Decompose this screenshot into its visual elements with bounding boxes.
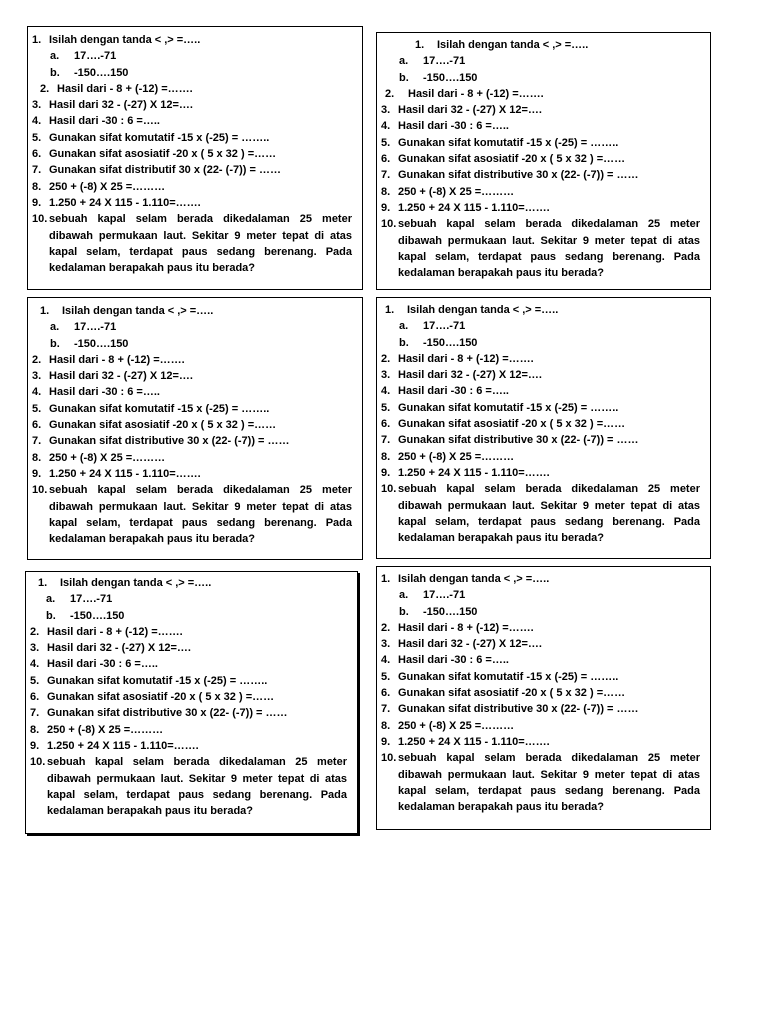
- question-text: Hasil dari - 8 + (-12) =…….: [408, 87, 544, 100]
- question-number: 7.: [381, 169, 391, 182]
- option-text: -150….150: [423, 336, 478, 349]
- option-a: [32, 319, 352, 335]
- question-number: 5.: [30, 674, 40, 687]
- question-text-line: kedalaman berapakah paus itu berada?: [398, 267, 605, 280]
- question-text: Gunakan sifat asosiatif -20 x ( 5 x 32 ) =……: [49, 148, 277, 161]
- question-5: [32, 130, 352, 146]
- question-text-line: dibawah permukaan laut. Sekitar 9 meter tepat di atas: [49, 500, 352, 513]
- option-text: -150….150: [74, 337, 129, 350]
- option-letter: a.: [50, 50, 60, 63]
- question-text: Gunakan sifat asosiatif -20 x ( 5 x 32 ) =……: [49, 419, 277, 432]
- question-number: 2.: [385, 87, 395, 100]
- question-text: Isilah dengan tanda < ,> =…..: [398, 573, 550, 585]
- question-number: 10.: [32, 484, 48, 497]
- question-8: [32, 450, 352, 466]
- worksheet-card-5: [25, 571, 358, 834]
- question-text: 1.250 + 24 X 115 - 1.110=…….: [49, 196, 201, 209]
- question-number: 1.: [381, 573, 391, 585]
- option-letter: b.: [50, 66, 60, 79]
- question-number: 9.: [32, 467, 42, 480]
- question-number: 3.: [32, 370, 42, 383]
- option-b: [381, 70, 700, 86]
- question-text: Gunakan sifat komutatif -15 x (-25) = ……..: [49, 131, 270, 144]
- question-7: [30, 705, 347, 721]
- question-2: [30, 624, 347, 640]
- question-number: 7.: [381, 434, 391, 447]
- question-3: [30, 640, 347, 656]
- option-text: -150….150: [423, 71, 478, 84]
- question-number: 8.: [381, 450, 391, 463]
- question-number: 1.: [38, 577, 48, 589]
- question-text-line: dibawah permukaan laut. Sekitar 9 meter tepat di atas: [47, 772, 347, 785]
- question-text: Gunakan sifat distributif 30 x (22- (-7)) = ……: [49, 164, 281, 177]
- question-text-line: sebuah kapal selam berada dikedalaman 25 meter: [49, 213, 352, 226]
- question-number: 10.: [381, 752, 397, 765]
- option-text: -150….150: [70, 609, 125, 622]
- question-number: 10.: [30, 756, 46, 769]
- option-b: [381, 335, 700, 351]
- question-text-line: sebuah kapal selam berada dikedalaman 25 meter: [398, 752, 700, 765]
- option-b: [30, 608, 347, 624]
- option-a: [381, 587, 700, 603]
- question-number: 4.: [381, 120, 391, 133]
- question-6: [381, 416, 700, 432]
- question-text-line: sebuah kapal selam berada dikedalaman 25 meter: [398, 483, 700, 496]
- question-number: 5.: [381, 401, 391, 414]
- question-1: [32, 303, 352, 319]
- question-list: [30, 575, 347, 819]
- option-letter: b.: [46, 609, 56, 622]
- question-9: [381, 734, 700, 750]
- question-5: [30, 673, 347, 689]
- question-text-line: dibawah permukaan laut. Sekitar 9 meter tepat di atas: [398, 234, 700, 247]
- question-3: [32, 368, 352, 384]
- question-10: [32, 211, 352, 276]
- question-text-line: kapal selam, terdapat paus sedang berenang. Pada: [47, 788, 347, 801]
- question-text: Gunakan sifat distributive 30 x (22- (-7)) = ……: [49, 435, 290, 448]
- question-number: 3.: [381, 638, 391, 651]
- question-number: 5.: [381, 136, 391, 149]
- question-text: Gunakan sifat komutatif -15 x (-25) = ……..: [398, 136, 619, 149]
- question-text: Gunakan sifat komutatif -15 x (-25) = ……..: [398, 670, 619, 683]
- question-number: 10.: [32, 213, 48, 226]
- question-text-line: kedalaman berapakah paus itu berada?: [47, 805, 254, 818]
- question-5: [381, 400, 700, 416]
- question-text-line: sebuah kapal selam berada dikedalaman 25 meter: [49, 484, 352, 497]
- question-3: [381, 367, 700, 383]
- question-4: [32, 384, 352, 400]
- question-3: [381, 636, 700, 652]
- question-list: [381, 571, 700, 815]
- question-text-line: kedalaman berapakah paus itu berada?: [398, 801, 605, 814]
- question-number: 8.: [32, 180, 42, 193]
- option-text: 17….-71: [423, 589, 466, 602]
- question-text: Hasil dari -30 : 6 =…..: [49, 115, 160, 128]
- question-text: Hasil dari -30 : 6 =…..: [47, 658, 158, 671]
- option-text: -150….150: [74, 66, 129, 79]
- question-text: Gunakan sifat komutatif -15 x (-25) = ……..: [398, 401, 619, 414]
- question-10: [30, 754, 347, 819]
- question-number: 5.: [381, 670, 391, 683]
- question-7: [381, 432, 700, 448]
- question-number: 9.: [30, 739, 40, 752]
- question-1: [32, 32, 352, 48]
- question-list: [32, 303, 352, 547]
- question-8: [381, 184, 700, 200]
- question-text-line: kapal selam, terdapat paus sedang berenang. Pada: [49, 245, 352, 258]
- option-text: 17….-71: [70, 593, 113, 606]
- option-letter: a.: [50, 321, 60, 334]
- question-number: 4.: [381, 654, 391, 667]
- question-number: 3.: [30, 642, 40, 655]
- question-2: [32, 352, 352, 368]
- question-2: [32, 81, 352, 97]
- question-number: 10.: [381, 218, 397, 231]
- question-text: Gunakan sifat asosiatif -20 x ( 5 x 32 ) =……: [398, 153, 626, 166]
- question-number: 7.: [381, 703, 391, 716]
- question-number: 4.: [30, 658, 40, 671]
- question-text-line: kedalaman berapakah paus itu berada?: [49, 533, 256, 546]
- question-text: 250 + (-8) X 25 =………: [47, 723, 164, 736]
- question-number: 5.: [32, 402, 42, 415]
- option-letter: a.: [399, 589, 409, 602]
- question-1: [381, 571, 700, 587]
- question-6: [32, 146, 352, 162]
- question-8: [381, 449, 700, 465]
- question-text-line: kapal selam, terdapat paus sedang berenang. Pada: [398, 250, 700, 263]
- option-letter: b.: [399, 71, 409, 84]
- question-text-line: dibawah permukaan laut. Sekitar 9 meter tepat di atas: [49, 229, 352, 242]
- question-number: 4.: [32, 386, 42, 399]
- question-text: Hasil dari - 8 + (-12) =…….: [398, 352, 534, 365]
- worksheet-card-3: [27, 297, 363, 560]
- question-text: Gunakan sifat distributive 30 x (22- (-7)) = ……: [47, 707, 288, 720]
- question-10: [381, 216, 700, 281]
- question-text: [32, 211, 352, 276]
- question-text: Gunakan sifat distributive 30 x (22- (-7)) = ……: [398, 169, 639, 182]
- option-text: 17….-71: [423, 55, 466, 68]
- question-text: 250 + (-8) X 25 =………: [398, 719, 515, 732]
- question-text: Hasil dari - 8 + (-12) =…….: [47, 625, 183, 638]
- worksheet-card-4: [376, 297, 711, 559]
- option-a: [381, 53, 700, 69]
- question-text-line: dibawah permukaan laut. Sekitar 9 meter tepat di atas: [398, 768, 700, 781]
- question-9: [30, 738, 347, 754]
- question-number: 2.: [30, 625, 40, 638]
- question-text: Hasil dari 32 - (-27) X 12=….: [398, 369, 542, 382]
- question-4: [32, 113, 352, 129]
- question-7: [381, 701, 700, 717]
- question-text: Hasil dari -30 : 6 =…..: [398, 654, 509, 667]
- question-8: [32, 179, 352, 195]
- question-5: [381, 135, 700, 151]
- question-text: [32, 482, 352, 547]
- question-text-line: dibawah permukaan laut. Sekitar 9 meter tepat di atas: [398, 499, 700, 512]
- option-letter: a.: [399, 55, 409, 68]
- question-number: 3.: [381, 369, 391, 382]
- option-letter: b.: [399, 336, 409, 349]
- question-1: [30, 575, 347, 591]
- question-text: Hasil dari 32 - (-27) X 12=….: [49, 370, 193, 383]
- question-number: 4.: [32, 115, 42, 128]
- question-2: [381, 86, 700, 102]
- option-letter: b.: [50, 337, 60, 350]
- question-text: Gunakan sifat komutatif -15 x (-25) = ……..: [47, 674, 268, 687]
- question-text: Isilah dengan tanda < ,> =…..: [407, 304, 559, 316]
- question-number: 2.: [381, 352, 391, 365]
- question-4: [381, 652, 700, 668]
- question-6: [381, 685, 700, 701]
- question-number: 6.: [381, 687, 391, 700]
- question-text: Isilah dengan tanda < ,> =…..: [62, 305, 214, 317]
- question-text-line: kedalaman berapakah paus itu berada?: [398, 532, 605, 545]
- question-text: Hasil dari -30 : 6 =…..: [49, 386, 160, 399]
- option-letter: b.: [399, 605, 409, 618]
- question-text: Gunakan sifat komutatif -15 x (-25) = ……..: [49, 402, 270, 415]
- question-number: 4.: [381, 385, 391, 398]
- question-text: 250 + (-8) X 25 =………: [398, 450, 515, 463]
- question-text: 1.250 + 24 X 115 - 1.110=…….: [47, 739, 199, 752]
- question-text: Gunakan sifat asosiatif -20 x ( 5 x 32 ) =……: [398, 418, 626, 431]
- question-10: [381, 481, 700, 546]
- question-4: [381, 383, 700, 399]
- question-text: 1.250 + 24 X 115 - 1.110=…….: [398, 735, 550, 748]
- question-2: [381, 620, 700, 636]
- question-6: [32, 417, 352, 433]
- question-1: [381, 302, 700, 318]
- question-text: 250 + (-8) X 25 =………: [49, 451, 166, 464]
- question-text: [381, 481, 700, 546]
- question-7: [32, 433, 352, 449]
- question-number: 9.: [381, 466, 391, 479]
- option-text: 17….-71: [74, 50, 117, 63]
- question-text-line: kapal selam, terdapat paus sedang berenang. Pada: [49, 516, 352, 529]
- question-list: [381, 37, 700, 281]
- question-number: 8.: [32, 451, 42, 464]
- question-text: Hasil dari 32 - (-27) X 12=….: [49, 99, 193, 112]
- worksheet-card-6: [376, 566, 711, 830]
- question-text: Hasil dari 32 - (-27) X 12=….: [398, 104, 542, 117]
- question-5: [381, 669, 700, 685]
- question-10: [32, 482, 352, 547]
- option-b: [32, 65, 352, 81]
- question-3: [32, 97, 352, 113]
- question-number: 8.: [381, 719, 391, 732]
- question-number: 3.: [381, 104, 391, 117]
- question-4: [381, 118, 700, 134]
- option-a: [30, 591, 347, 607]
- question-number: 9.: [32, 196, 42, 209]
- question-text-line: sebuah kapal selam berada dikedalaman 25 meter: [398, 218, 700, 231]
- question-text: Gunakan sifat asosiatif -20 x ( 5 x 32 ) =……: [398, 687, 626, 700]
- question-text-line: kapal selam, terdapat paus sedang berenang. Pada: [398, 515, 700, 528]
- question-text: 1.250 + 24 X 115 - 1.110=…….: [398, 466, 550, 479]
- question-4: [30, 656, 347, 672]
- question-number: 8.: [381, 185, 391, 198]
- option-text: 17….-71: [423, 320, 466, 333]
- question-text: Hasil dari -30 : 6 =…..: [398, 120, 509, 133]
- question-9: [32, 195, 352, 211]
- question-text: [30, 754, 347, 819]
- question-text: Isilah dengan tanda < ,> =…..: [437, 39, 589, 51]
- worksheet-card-1: [27, 26, 363, 290]
- question-text: 1.250 + 24 X 115 - 1.110=…….: [49, 467, 201, 480]
- question-text: Hasil dari 32 - (-27) X 12=….: [398, 638, 542, 651]
- question-6: [381, 151, 700, 167]
- question-number: 1.: [32, 34, 42, 46]
- question-text: Gunakan sifat distributive 30 x (22- (-7)) = ……: [398, 434, 639, 447]
- question-text: Hasil dari - 8 + (-12) =…….: [57, 82, 193, 95]
- question-8: [381, 718, 700, 734]
- question-number: 1.: [385, 304, 395, 316]
- question-number: 7.: [32, 164, 42, 177]
- option-letter: a.: [399, 320, 409, 333]
- question-3: [381, 102, 700, 118]
- question-number: 7.: [30, 707, 40, 720]
- question-number: 6.: [30, 691, 40, 704]
- option-text: 17….-71: [74, 321, 117, 334]
- question-5: [32, 401, 352, 417]
- question-9: [32, 466, 352, 482]
- question-number: 3.: [32, 99, 42, 112]
- question-text: Hasil dari 32 - (-27) X 12=….: [47, 642, 191, 655]
- question-7: [32, 162, 352, 178]
- question-text: Hasil dari - 8 + (-12) =…….: [398, 621, 534, 634]
- question-7: [381, 167, 700, 183]
- question-number: 8.: [30, 723, 40, 736]
- question-number: 7.: [32, 435, 42, 448]
- question-6: [30, 689, 347, 705]
- question-number: 9.: [381, 735, 391, 748]
- question-text: [381, 216, 700, 281]
- question-number: 6.: [381, 153, 391, 166]
- question-text: Gunakan sifat distributive 30 x (22- (-7)) = ……: [398, 703, 639, 716]
- question-number: 2.: [32, 353, 42, 366]
- question-text: [381, 750, 700, 815]
- question-text-line: kedalaman berapakah paus itu berada?: [49, 262, 256, 275]
- question-list: [381, 302, 700, 546]
- question-number: 10.: [381, 483, 397, 496]
- question-text: Isilah dengan tanda < ,> =…..: [60, 577, 212, 589]
- option-letter: a.: [46, 593, 56, 606]
- question-number: 1.: [40, 305, 50, 317]
- option-a: [32, 48, 352, 64]
- question-text: 250 + (-8) X 25 =………: [398, 185, 515, 198]
- question-10: [381, 750, 700, 815]
- question-number: 2.: [381, 621, 391, 634]
- option-b: [381, 604, 700, 620]
- question-1: [381, 37, 700, 53]
- question-list: [32, 32, 352, 276]
- question-number: 9.: [381, 201, 391, 214]
- question-9: [381, 200, 700, 216]
- question-number: 1.: [415, 39, 425, 51]
- question-text-line: sebuah kapal selam berada dikedalaman 25 meter: [47, 756, 347, 769]
- question-9: [381, 465, 700, 481]
- question-text: Gunakan sifat asosiatif -20 x ( 5 x 32 ) =……: [47, 691, 275, 704]
- question-text: Isilah dengan tanda < ,> =…..: [49, 34, 201, 46]
- question-text: Hasil dari -30 : 6 =…..: [398, 385, 509, 398]
- worksheet-card-2: [376, 32, 711, 290]
- question-text-line: kapal selam, terdapat paus sedang berenang. Pada: [398, 784, 700, 797]
- option-a: [381, 318, 700, 334]
- question-number: 2.: [40, 82, 50, 95]
- question-text: 1.250 + 24 X 115 - 1.110=…….: [398, 201, 550, 214]
- question-text: Hasil dari - 8 + (-12) =…….: [49, 353, 185, 366]
- question-number: 6.: [32, 419, 42, 432]
- option-text: -150….150: [423, 605, 478, 618]
- question-8: [30, 722, 347, 738]
- question-number: 5.: [32, 131, 42, 144]
- question-number: 6.: [381, 418, 391, 431]
- question-number: 6.: [32, 148, 42, 161]
- question-2: [381, 351, 700, 367]
- option-b: [32, 336, 352, 352]
- question-text: 250 + (-8) X 25 =………: [49, 180, 166, 193]
